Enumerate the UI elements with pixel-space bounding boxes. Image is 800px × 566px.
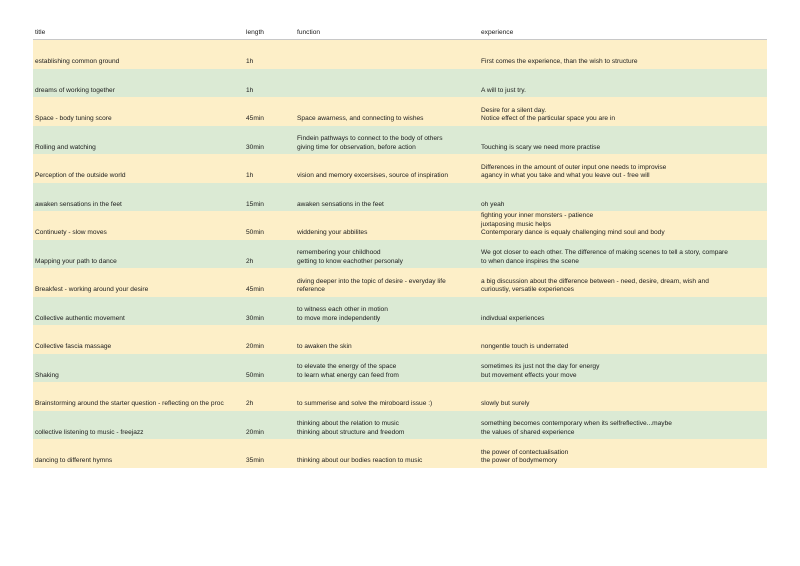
header-function: function <box>297 29 321 37</box>
cell-length: 2h <box>246 257 254 265</box>
cell-function <box>295 325 479 354</box>
experience-line: Differences in the amount of outer input one needs to improvise <box>481 163 667 171</box>
function-line: to elevate the energy of the space <box>297 363 397 371</box>
function-line: awaken sensations in the feet <box>297 200 384 208</box>
function-line: thinking about the relation to music <box>297 420 399 428</box>
table-row <box>33 240 767 269</box>
cell-length: 50min <box>246 229 264 237</box>
cell-function <box>295 211 479 240</box>
table-row <box>33 354 767 383</box>
table-row <box>33 325 767 354</box>
cell-length: 1h <box>246 86 254 94</box>
cell-function <box>295 439 479 468</box>
experience-line: agancy in what you take and what you leave out - free will <box>481 172 650 180</box>
spreadsheet <box>33 28 767 468</box>
cell-experience <box>479 382 767 411</box>
table-row <box>33 268 767 297</box>
cell-function <box>295 154 479 183</box>
cell-title: awaken sensations in the feet <box>35 200 122 208</box>
experience-line: curioustiy, versatile experiences <box>481 286 574 294</box>
experience-line: We got closer to each other. The difference of making scenes to tell a story, compare <box>481 249 728 257</box>
header-length: length <box>246 29 264 37</box>
cell-title: Mapping your path to dance <box>35 257 117 265</box>
header-title: title <box>35 29 46 37</box>
table-row <box>33 297 767 326</box>
experience-line: slowly but surely <box>481 400 530 408</box>
cell-experience <box>479 154 767 183</box>
cell-title: establishing common ground <box>35 58 120 66</box>
cell-experience <box>479 126 767 155</box>
function-line: Space awarness, and connecting to wishes <box>297 115 424 123</box>
cell-function <box>295 40 479 69</box>
function-line: Findein pathways to connect to the body of others <box>297 135 443 143</box>
cell-length: 20min <box>246 428 264 436</box>
cell-title: Brainstorming around the starter question - reflecting on the proc <box>35 400 224 408</box>
cell-title: Shaking <box>35 371 59 379</box>
header-experience: experience <box>481 29 514 37</box>
cell-experience <box>479 40 767 69</box>
table-row <box>33 40 767 69</box>
cell-experience <box>479 268 767 297</box>
function-line: getting to know eachother personaly <box>297 257 403 265</box>
cell-title: Rolling and watching <box>35 143 96 151</box>
cell-experience <box>479 354 767 383</box>
function-line: diving deeper into the topic of desire - everyday life <box>297 277 446 285</box>
cell-length: 1h <box>246 172 254 180</box>
experience-line: fighting your inner monsters - patience <box>481 212 594 220</box>
table-row <box>33 69 767 98</box>
function-line: to awaken the skin <box>297 343 352 351</box>
cell-length: 50min <box>246 371 264 379</box>
function-line: thinking about structure and freedom <box>297 428 405 436</box>
experience-line: Touching is scary we need more practise <box>481 143 601 151</box>
experience-line: a big discussion about the difference between - need, desire, dream, wish and <box>481 277 709 285</box>
function-line: reference <box>297 286 325 294</box>
cell-function <box>295 382 479 411</box>
cell-length: 45min <box>246 115 264 123</box>
table-row <box>33 126 767 155</box>
cell-title: Continuety - slow moves <box>35 229 107 237</box>
cell-experience <box>479 183 767 212</box>
cell-length: 45min <box>246 286 264 294</box>
function-line: remembering your childhood <box>297 249 381 257</box>
cell-title: Space - body tuning score <box>35 115 112 123</box>
experience-line: indivdual experiences <box>481 314 545 322</box>
cell-length: 30min <box>246 314 264 322</box>
function-line: to summerise and solve the miroboard issue :) <box>297 400 433 408</box>
experience-line: oh yeah <box>481 200 505 208</box>
experience-line: nongentle touch is underrated <box>481 343 569 351</box>
experience-line: to when dance inspires the scene <box>481 257 579 265</box>
cell-function <box>295 411 479 440</box>
cell-title: dreams of working together <box>35 86 115 94</box>
cell-function <box>295 97 479 126</box>
cell-experience <box>479 411 767 440</box>
cell-function <box>295 297 479 326</box>
table-row <box>33 411 767 440</box>
cell-experience <box>479 325 767 354</box>
table-body <box>33 40 767 468</box>
cell-title: dancing to different hymns <box>35 457 113 465</box>
cell-title: Collective authentic movement <box>35 314 125 322</box>
experience-line: the power of bodymemory <box>481 457 558 465</box>
table-row <box>33 382 767 411</box>
experience-line: something becomes contemporary when its selfreflective...maybe <box>481 420 672 428</box>
cell-title: Collective fascia massage <box>35 343 112 351</box>
function-line: to move more independently <box>297 314 381 322</box>
cell-function <box>295 354 479 383</box>
experience-line: the values of shared experience <box>481 428 575 436</box>
experience-line: First comes the experience, than the wish to structure <box>481 58 638 66</box>
cell-function <box>295 268 479 297</box>
table-row <box>33 97 767 126</box>
cell-experience <box>479 211 767 240</box>
cell-title: Perception of the outside world <box>35 172 126 180</box>
cell-function <box>295 240 479 269</box>
cell-length: 15min <box>246 200 264 208</box>
function-line: thinking about our bodies reaction to music <box>297 457 423 465</box>
cell-title: collective listening to music - freejazz <box>35 428 144 436</box>
header-row <box>33 28 767 40</box>
cell-length: 30min <box>246 143 264 151</box>
cell-function <box>295 183 479 212</box>
experience-line: juxtaposing music helps <box>481 220 552 228</box>
table-row <box>33 439 767 468</box>
cell-experience <box>479 439 767 468</box>
function-line: vision and memory excersises, source of inspiration <box>297 172 448 180</box>
cell-length: 35min <box>246 457 264 465</box>
cell-experience <box>479 69 767 98</box>
experience-line: Contemporary dance is equaly challenging mind soul and body <box>481 229 665 237</box>
cell-experience <box>479 240 767 269</box>
cell-function <box>295 69 479 98</box>
cell-length: 1h <box>246 58 254 66</box>
experience-line: Desire for a silent day. <box>481 106 547 114</box>
table-row <box>33 154 767 183</box>
cell-experience <box>479 97 767 126</box>
function-line: to witness each other in motion <box>297 306 388 314</box>
experience-line: A will to just try. <box>481 86 526 94</box>
experience-line: Notice effect of the particular space you are in <box>481 115 616 123</box>
experience-line: sometimes its just not the day for energy <box>481 363 600 371</box>
cell-length: 2h <box>246 400 254 408</box>
cell-title: Breakfest - working around your desire <box>35 286 149 294</box>
experience-line: the power of contectualisation <box>481 448 569 456</box>
table-row <box>33 211 767 240</box>
cell-experience <box>479 297 767 326</box>
cell-length: 20min <box>246 343 264 351</box>
experience-line: but movement effects your move <box>481 371 577 379</box>
function-line: widdening your abbilites <box>297 229 368 237</box>
function-line: to learn what energy can feed from <box>297 371 399 379</box>
table-row <box>33 183 767 212</box>
function-line: giving time for observation, before action <box>297 143 416 151</box>
cell-function <box>295 126 479 155</box>
